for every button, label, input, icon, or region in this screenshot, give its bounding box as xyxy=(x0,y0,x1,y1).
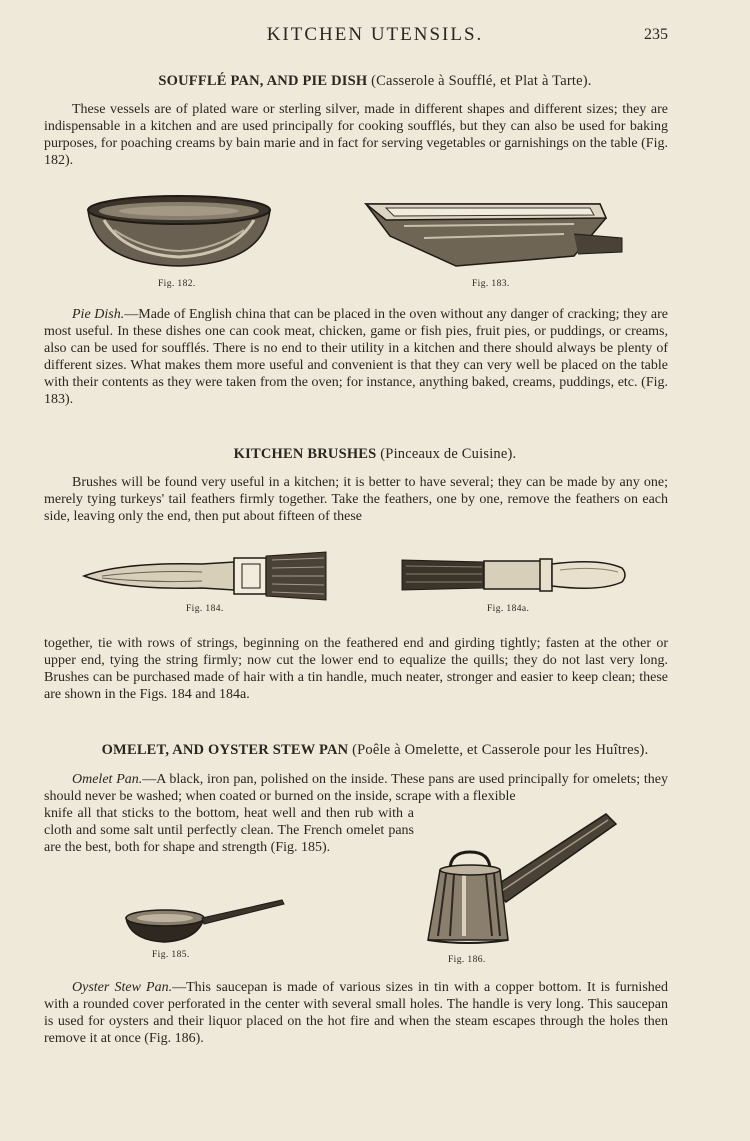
brushes-heading-main: KITCHEN BRUSHES xyxy=(233,446,377,462)
figure-183-pie-dish xyxy=(364,194,626,270)
omelet-paragraph-wide xyxy=(44,771,668,805)
oyster-stew-paragraph xyxy=(44,979,668,1047)
figure-184a-caption: Fig. 184a. xyxy=(487,604,530,614)
figure-186-oyster-stew-pan xyxy=(420,808,622,948)
figure-184a-hair-brush xyxy=(400,554,630,596)
figure-182-caption: Fig. 182. xyxy=(158,279,196,289)
pie-dish-paragraph xyxy=(44,306,668,408)
souffle-intro: These vessels are of plated ware or sterling silver, made in different shapes and different sizes; they are indispensable in a kitchen and are used principally for cooking soufflés, but they can also be used for baking purposes, for poaching creams by bain marie and in fact for serving vegetables or garnishings on the table (Fig. 182). xyxy=(44,102,668,168)
pie-dish-text: —Made of English china that can be placed in the oven without any danger of cracking; they are most useful. In these dishes one can cook meat, chicken, game or fish pies, fruit pies, or puddings, or creams, also can be used for soufflés. There is no end to their utility in a kitchen and there should always be plenty of different sizes. What makes them more useful and convenient is that they can very well be placed on the table with their contents as they were taken from the oven; for instance, anything baked, creams, puddings, etc. (Fig. 183). xyxy=(44,307,669,407)
figure-185-caption: Fig. 185. xyxy=(152,950,190,960)
running-head: KITCHEN UTENSILS. xyxy=(266,24,484,45)
omelet-pan-term: Omelet Pan. xyxy=(72,772,143,787)
omelet-heading-sub: (Poêle à Omelette, et Casserole pour les Huîtres). xyxy=(352,742,649,758)
omelet-text-wide: —A black, iron pan, polished on the inside. These pans are used principally for omelets; they should never be washed; when coated or burned on the inside, scrape with a flexible xyxy=(44,772,668,804)
oyster-stew-text: —This saucepan is made of various sizes in tin with a copper bottom. It is furnished with a rounded cover perforated in the center with several small holes. The handle is very long. This saucepan is used for oysters and their liquor placed on the hot fire and when the steam escapes through the holes then remove it at once (Fig. 186). xyxy=(44,980,668,1046)
souffle-heading xyxy=(0,73,750,90)
figure-185-omelet-pan xyxy=(124,896,286,946)
souffle-heading-main: SOUFFLÉ PAN, AND PIE DISH xyxy=(158,73,368,89)
souffle-heading-sub: (Casserole à Soufflé, et Plat à Tarte). xyxy=(371,73,592,89)
figure-183-caption: Fig. 183. xyxy=(472,279,510,289)
figure-184-feather-brush xyxy=(82,550,328,602)
oyster-stew-term: Oyster Stew Pan. xyxy=(72,980,173,995)
omelet-paragraph-narrow: knife all that sticks to the bottom, heat well and then rub with a cloth and some salt until perfectly clean. The French omelet pans are the best, both for shape and strength (Fig. 185). xyxy=(44,806,414,855)
figure-182-souffle-pan xyxy=(84,190,274,270)
figure-184-caption: Fig. 184. xyxy=(186,604,224,614)
page-number: 235 xyxy=(644,26,668,43)
omelet-heading-main: OMELET, AND OYSTER STEW PAN xyxy=(101,742,349,758)
pie-dish-term: Pie Dish. xyxy=(72,307,125,322)
brushes-heading xyxy=(0,446,750,463)
omelet-heading xyxy=(0,742,750,759)
brushes-intro: Brushes will be found very useful in a kitchen; it is better to have several; they can be made by any one; merely tying turkeys' tail feathers firmly together. Take the feathers, one by one, remove the feathers on each side, leaving only the end, then put about fifteen of these xyxy=(44,475,668,524)
brushes-continuation: together, tie with rows of strings, beginning on the feathered end and girding tightly; fasten at the other or upper end, tying the string firmly; now cut the lower end to equalize the quills; they do not last very long. Brushes can be purchased made of hair with a tin handle, much neater, stronger and easier to keep clean; these are shown in the Figs. 184 and 184a. xyxy=(44,636,668,702)
brushes-heading-sub: (Pinceaux de Cuisine). xyxy=(380,446,517,462)
figure-186-caption: Fig. 186. xyxy=(448,955,486,965)
